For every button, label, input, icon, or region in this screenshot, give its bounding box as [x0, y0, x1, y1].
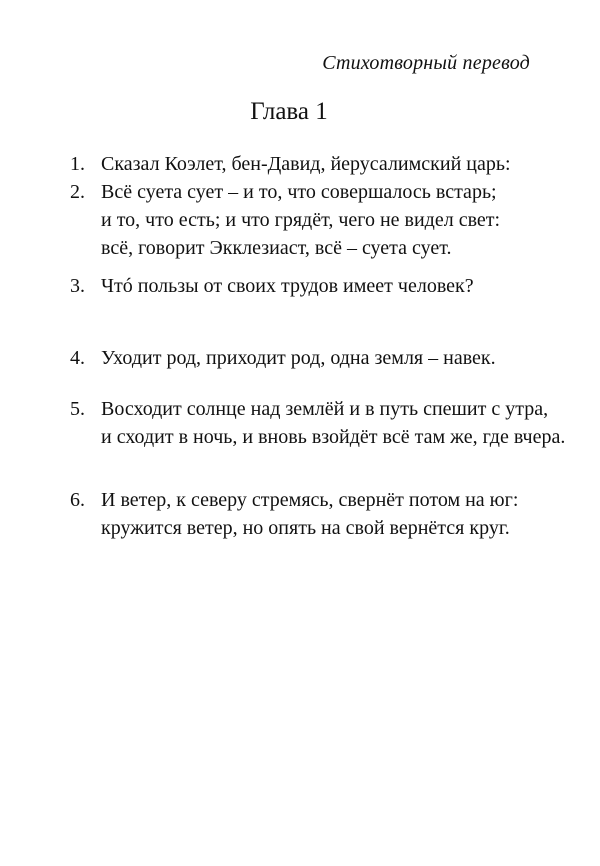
verse-text: и то, что есть; и что грядёт, чего не видел свет:	[101, 209, 501, 231]
verse-3	[70, 272, 570, 300]
verse-text: Восходит солнце над землёй и в путь спешит с утра,	[101, 398, 549, 420]
verse-text: кружится ветер, но опять на свой вернётся круг.	[101, 517, 510, 539]
chapter-title: Глава 1	[250, 98, 328, 125]
verse-text: Всё суета сует – и то, что совершалось встарь;	[101, 181, 497, 203]
verse-text: И ветер, к северу стремясь, свернёт потом на юг:	[101, 489, 519, 511]
verse-number: 6.	[70, 489, 85, 511]
verse-5	[70, 395, 570, 451]
verse-4	[70, 344, 570, 372]
verse-line	[70, 206, 570, 234]
verse-line	[70, 344, 570, 372]
verse-number: 3.	[70, 275, 85, 297]
verse-line	[70, 234, 570, 262]
verse-line	[70, 395, 570, 423]
verse-line	[70, 423, 570, 451]
verse-text: и сходит в ночь, и вновь взойдёт всё там же, где вчера.	[101, 426, 566, 448]
verse-line	[70, 486, 570, 514]
verse-number: 1.	[70, 153, 85, 175]
verse-number: 4.	[70, 347, 85, 369]
verse-line	[70, 178, 570, 206]
verse-line	[70, 150, 570, 178]
verse-6	[70, 486, 570, 542]
verses-1-2	[70, 150, 570, 262]
verse-text: всё, говорит Экклезиаст, всё – суета сует.	[101, 237, 452, 259]
verse-text: Сказал Коэлет, бен-Давид, йерусалимский царь:	[101, 153, 511, 175]
verse-number: 2.	[70, 181, 85, 203]
page-subtitle: Стихотворный перевод	[322, 52, 530, 74]
verse-line	[70, 272, 570, 300]
verse-number: 5.	[70, 398, 85, 420]
verse-line	[70, 514, 570, 542]
verse-text: Чтó пользы от своих трудов имеет человек?	[101, 275, 474, 297]
verse-text: Уходит род, приходит род, одна земля – навек.	[101, 347, 496, 369]
